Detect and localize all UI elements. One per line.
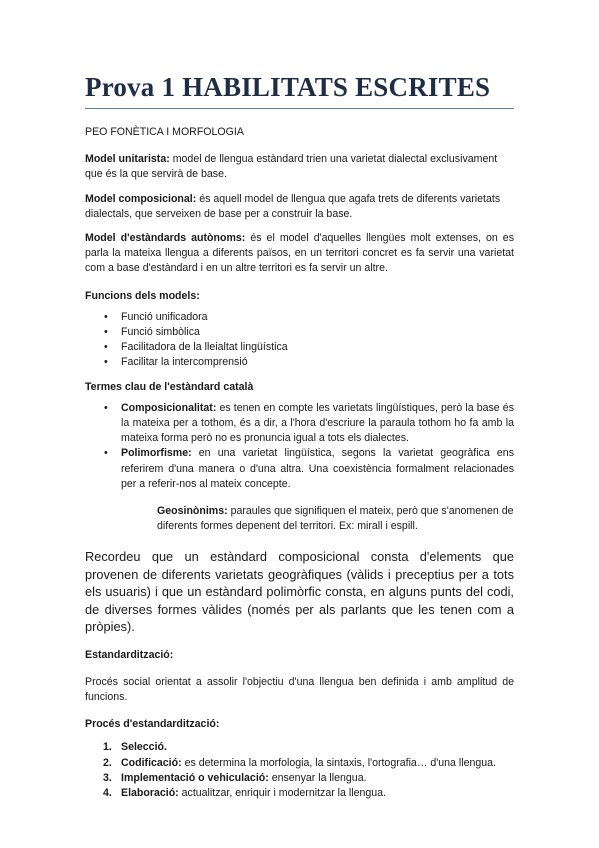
definition-term: Implementació o vehiculació:: [121, 771, 269, 784]
bullet-icon: •: [104, 356, 108, 369]
title-underline: [85, 108, 514, 109]
list-item: • Funció simbòlica: [85, 325, 514, 340]
definition-term: Model unitarista:: [85, 153, 170, 166]
functions-heading: Funcions dels models:: [85, 289, 200, 302]
definition-term: Model d'estàndards autònoms:: [85, 232, 246, 245]
list-item: 3. Implementació o vehiculació: ensenyar la llengua.: [85, 771, 514, 786]
definition-text: és aquell model de llengua que agafa trets de diferents varietats dialectals, que serveixen de base per a construir la base.: [85, 192, 501, 220]
list-item: [85, 401, 514, 447]
bullet-icon: •: [104, 326, 108, 339]
model-estandards-autonoms-paragraph: [85, 231, 514, 277]
definition-term: Geosinònims:: [157, 505, 228, 518]
definition-text: en una varietat lingüística, segons la varietat geogràfica ens referirem d'una manera o d'una altra. Una coexistència formalment relacionades per a referir-nos al mateix concepte.: [121, 447, 514, 490]
list-item: 2. Codificació: es determina la morfologia, la sintaxis, l'ortografia… d'una llengua.: [85, 756, 514, 771]
definition-text: paraules que signifiquen el mateix, però que s'anomenen de diferents formes depenent del territori. Ex: mirall i espill.: [157, 505, 514, 533]
definition-term: Selecció.: [121, 741, 167, 754]
estandarditzacio-text: Procés social orientat a assolir l'objectiu d'una llengua ben definida i amb amplitud de funcions.: [85, 675, 514, 703]
list-item: • Facilitadora de la lleialtat lingüística: [85, 340, 514, 355]
steps-list: [85, 740, 514, 801]
definition-term: Composicionalitat:: [121, 401, 217, 414]
proces-heading: Procés d'estandardització:: [85, 718, 220, 731]
definition-term: Elaboració:: [121, 786, 179, 799]
bullet-icon: •: [104, 310, 108, 323]
step-number: 2.: [103, 756, 112, 769]
list-item: • Facilitar la intercomprensió: [85, 355, 514, 370]
list-item: [85, 446, 514, 492]
step-number: 4.: [103, 786, 112, 799]
geosinonims-paragraph: [157, 504, 514, 534]
definition-text: model de llengua estàndard trien una varietat dialectal exclusivament que és la que servirà de base.: [85, 153, 498, 181]
model-unitarista-paragraph: [85, 152, 514, 182]
section-subtitle: PEO FONÈTICA I MORFOLOGIA: [85, 126, 244, 138]
terms-list: [85, 401, 514, 492]
terms-heading: Termes clau de l'estàndard català: [85, 380, 254, 393]
list-item: 4. Elaboració: actualitzar, enriquir i modernitzar la llengua.: [85, 786, 514, 801]
list-item: • Funció unificadora: [85, 310, 514, 325]
definition-term: Codificació:: [121, 756, 182, 769]
step-number: 3.: [103, 771, 112, 784]
definition-term: Model composicional:: [85, 192, 197, 205]
model-composicional-paragraph: [85, 192, 514, 222]
definition-text: es tenen en compte les varietats lingüístiques, però la base és la mateixa per a tothom, és a dir, a l'hora d'escriure la paraula tothom ho fa amb la mateixa forma però no es pronuncia igual a tots els dialectes.: [121, 401, 514, 445]
functions-list: [85, 310, 514, 371]
estandarditzacio-heading: Estandardització:: [85, 648, 174, 661]
bullet-icon: •: [104, 401, 108, 414]
step-number: 1.: [103, 741, 112, 754]
bullet-icon: •: [104, 341, 108, 354]
definition-term: Polimorfisme:: [121, 447, 192, 460]
recordeu-paragraph: Recordeu que un estàndard composicional consta d'elements que provenen de diferents varietats geogràfiques (vàlids i preceptius per a tots els usuaris) i que un estàndard polimòrfic consta, en alguns punts del codi, de diverses formes vàlides (només per als parlants que les tenen com a pròpies).: [85, 549, 514, 635]
list-item: [85, 740, 514, 755]
bullet-icon: •: [104, 447, 108, 460]
definition-text: és el model d'aquelles llengües molt extenses, on es parla la mateixa llengua a diferents països, en un territori concret es fa servir una varietat com a base d'estàndard i en un altre territori es fa servir un altre.: [85, 232, 514, 275]
page-title: Prova 1 HABILITATS ESCRITES: [85, 72, 491, 102]
